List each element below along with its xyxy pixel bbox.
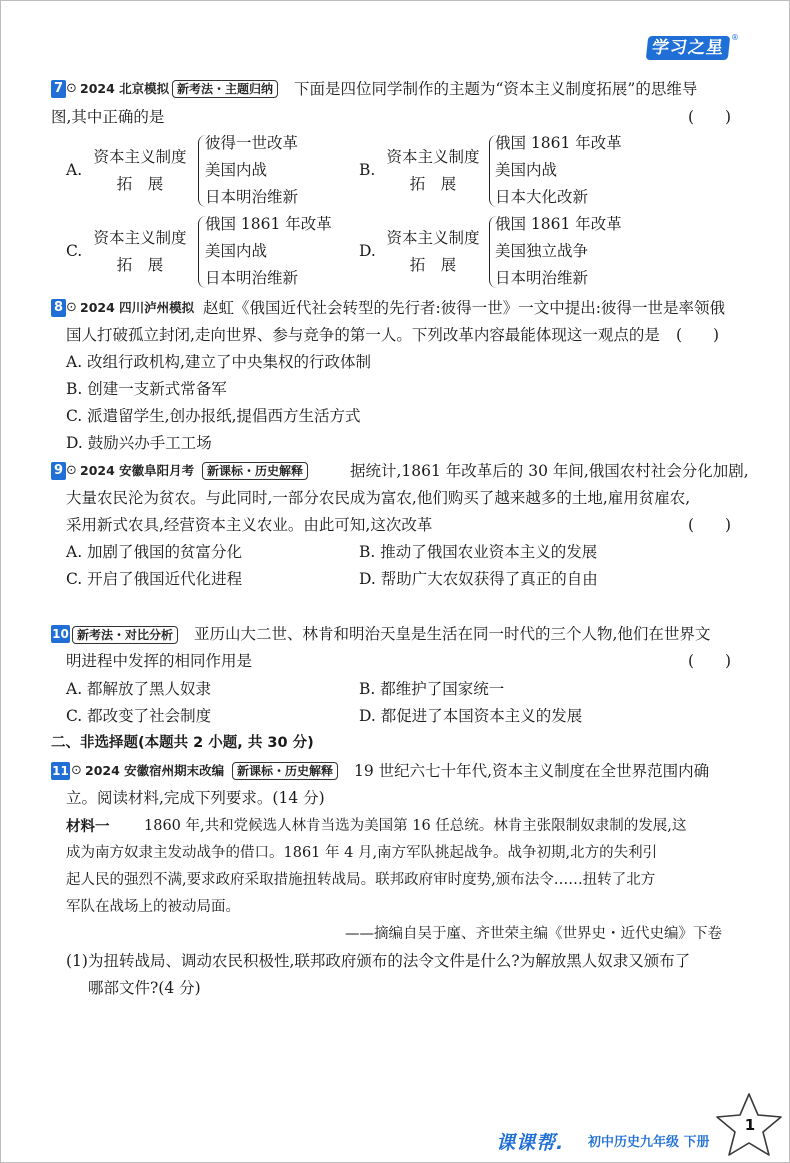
question-stem: 亚历山大二世、林肯和明治天皇是生活在同一时代的三个人物,他们在世界文 [194,625,711,643]
mind-map-item: 日本明治维新 [205,188,299,206]
mind-map-item: 美国独立战争 [495,242,589,260]
question-stem: 赵虹《俄国近代社会转型的先行者:彼得一世》一文中提出:彼得一世是率领俄 [203,299,725,317]
material-text: 军队在战场上的被动局面。 [66,899,240,915]
mind-map-item: 美国内战 [495,161,558,179]
question-source: 2024 四川泸州模拟 [80,300,195,315]
material-text: 成为南方奴隶主发动战争的借口。1861 年 4 月,南方军队挑起战争。战争初期,北方的失利引 [66,845,658,861]
footer-brand: 课课帮. [496,1132,565,1154]
question-number-11: 11 [52,764,69,778]
question-stem: 国人打破孤立封闭,走向世界、参与竞争的第一人。下列改革内容最能体现这一观点的是 [66,326,660,344]
mind-map-item: 俄国 1861 年改革 [205,215,332,233]
question-number-8: 8 [51,299,66,317]
mind-map-root: 拓 展 [116,175,164,193]
option-letter: A. [66,161,83,179]
question-stem: 立。阅读材料,完成下列要求。(14 分) [66,789,325,807]
question-stem: 采用新式农具,经营资本主义农业。由此可知,这次改革 [66,516,433,534]
location-pin-icon: ⊙ [66,300,77,315]
sub-question: 哪部文件?(4 分) [88,979,201,997]
question-stem: 大量农民沦为贫农。与此同时,一部分农民成为富农,他们购买了越来越多的土地,雇用贫雇农, [66,489,691,507]
answer-option: C. 都改变了社会制度 [66,707,212,725]
answer-option: D. 鼓励兴办手工工场 [66,434,212,452]
answer-blank: ( ) [688,108,732,126]
mind-map-item: 美国内战 [205,161,268,179]
option-letter: C. [66,242,83,260]
question-tag: 新考法・对比分析 [72,626,178,644]
question-stem: 明进程中发挥的相同作用是 [66,652,253,670]
mind-map-item: 俄国 1861 年改革 [495,134,622,152]
question-source: 2024 安徽宿州期末改编 [85,763,225,778]
answer-option: B. 推动了俄国农业资本主义的发展 [359,543,598,561]
question-stem: 19 世纪六七十年代,资本主义制度在全世界范围内确 [354,762,710,780]
option-letter: B. [359,161,376,179]
question-tag: 新课标・历史解释 [202,462,308,480]
mind-map-item: 美国内战 [205,242,268,260]
location-pin-icon: ⊙ [66,81,77,96]
mind-map-root: 资本主义制度 [386,229,480,247]
answer-blank: ( ) [688,652,732,670]
question-tag: 新考法・主题归纳 [172,80,278,98]
material-citation: ——摘编自吴于廑、齐世荣主编《世界史・近代史编》下卷 [345,926,722,942]
mind-map-item: 日本明治维新 [205,269,299,287]
material-text: 1860 年,共和党候选人林肯当选为美国第 16 任总统。林肯主张限制奴隶制的发展,这 [144,818,687,834]
question-stem: 图,其中正确的是 [51,108,165,126]
answer-option: A. 都解放了黑人奴隶 [66,680,212,698]
mind-map-root: 资本主义制度 [93,148,187,166]
section-heading: 二、非选择题(本题共 2 小题, 共 30 分) [51,735,314,751]
answer-option: B. 都维护了国家统一 [359,680,505,698]
mind-map-item: 俄国 1861 年改革 [495,215,622,233]
answer-option: A. 加剧了俄国的贫富分化 [66,543,243,561]
answer-blank: ( ) [676,326,720,344]
mind-map-root: 资本主义制度 [93,229,187,247]
location-pin-icon: ⊙ [71,763,82,778]
question-source: 2024 安徽阜阳月考 [80,463,195,478]
answer-option: D. 都促进了本国资本主义的发展 [359,707,583,725]
question-stem: 据统计,1861 年改革后的 30 年间,俄国农村社会分化加剧, [350,462,749,480]
answer-blank: ( ) [688,516,732,534]
material-label: 材料一 [66,818,110,835]
question-number-9: 9 [51,462,66,480]
answer-option: D. 帮助广大农奴获得了真正的自由 [359,570,598,588]
mind-map-root: 拓 展 [116,256,164,274]
location-pin-icon: ⊙ [66,463,77,478]
sub-question: (1)为扭转战局、调动农民积极性,联邦政府颁布的法令文件是什么?为解放黑人奴隶又颁布了 [66,952,691,970]
answer-option: A. 改组行政机构,建立了中央集权的行政体制 [66,353,371,371]
question-stem: 下面是四位同学制作的主题为“资本主义制度拓展”的思维导 [294,80,698,98]
question-tag: 新课标・历史解释 [232,762,338,780]
mind-map-root: 拓 展 [409,175,457,193]
brand-logo: 学习之星 [646,36,731,60]
question-source: 2024 北京模拟 [80,81,170,96]
answer-option: C. 派遣留学生,创办报纸,提倡西方生活方式 [66,407,361,425]
option-letter: D. [359,242,376,260]
registered-mark: ® [731,33,739,42]
mind-map-item: 彼得一世改革 [205,134,299,152]
mind-map-root: 拓 展 [409,256,457,274]
material-text: 起人民的强烈不满,要求政府采取措施扭转战局。联邦政府审时度势,颁布法令……扭转了北方 [66,872,656,888]
answer-option: B. 创建一支新式常备军 [66,380,227,398]
mind-map-root: 资本主义制度 [386,148,480,166]
question-number-7: 7 [51,80,66,98]
mind-map-item: 日本大化改新 [495,188,589,206]
mind-map-item: 日本明治维新 [495,269,589,287]
footer-book-title: 初中历史九年级 下册 [588,1135,710,1150]
answer-option: C. 开启了俄国近代化进程 [66,570,243,588]
page-number: 1 [744,1116,756,1134]
question-number-10: 10 [52,627,69,641]
